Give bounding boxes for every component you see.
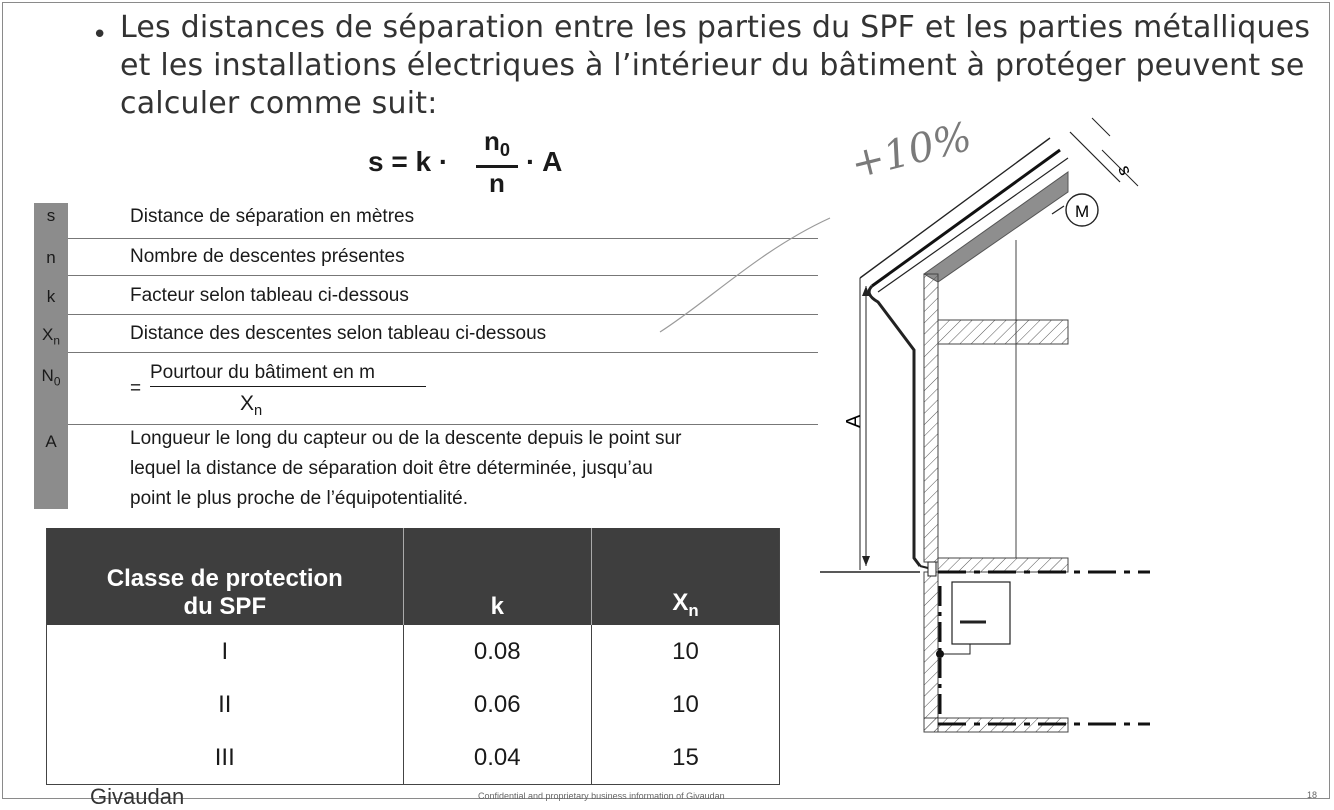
label-s: s	[1114, 162, 1137, 178]
def-symbol-s: s	[46, 206, 56, 225]
cell-k: 0.06	[403, 678, 591, 731]
building-wall	[924, 274, 938, 562]
bonding-conductor	[940, 644, 970, 654]
table-row	[47, 678, 780, 731]
bonding-point-icon	[936, 650, 944, 658]
def-symbol-xn: $X_n$	[42, 325, 60, 348]
dimension-a	[843, 286, 870, 566]
formula-numerator: $n_0$	[476, 128, 518, 168]
table-row	[47, 731, 780, 785]
header-xn: $X_n$	[591, 528, 779, 625]
test-joint	[928, 562, 936, 576]
footer-confidential: Confidential and proprietary business information of Givaudan	[478, 791, 725, 801]
def-symbol-n: n	[46, 248, 56, 267]
def-symbol-a: A	[45, 432, 57, 451]
protection-class-table	[46, 528, 780, 785]
formula-denominator: n	[489, 168, 505, 199]
def-fraction-numerator: Pourtour du bâtiment en m	[150, 362, 426, 387]
def-text-a-line1: Longueur le long du capteur ou de la descente depuis le point sur	[130, 428, 682, 449]
header-class	[47, 528, 404, 625]
header-class-line2: du SPF	[183, 593, 267, 620]
floor-slab-upper	[938, 320, 1068, 344]
roof-structure	[924, 172, 1068, 282]
electrical-panel	[952, 582, 1010, 644]
roof-inner	[878, 158, 1068, 292]
def-equals: =	[130, 378, 142, 399]
header-class-line1: Classe de protection	[106, 565, 343, 592]
pencil-stroke	[650, 210, 840, 340]
formula-lhs: s = k ·	[368, 146, 449, 177]
def-text-s: Distance de séparation en mètres	[130, 206, 415, 227]
bullet-marker: •	[92, 20, 108, 50]
def-fraction-denominator: $X_n$	[240, 392, 263, 420]
handwritten-annotation: +10%	[846, 113, 977, 189]
basement-wall	[924, 572, 938, 732]
formula-fraction	[476, 128, 518, 198]
motor-connector	[1052, 206, 1064, 214]
header-k: k	[403, 528, 591, 625]
footer-page-number: 18	[1307, 790, 1318, 800]
def-symbol-n0: $N_0$	[41, 366, 61, 389]
formula-rhs: · A	[526, 146, 563, 177]
bullet-line-3: calculer comme suit:	[120, 86, 438, 121]
cell-class: III	[47, 731, 404, 785]
label-a: A	[843, 414, 865, 428]
footer-brand: Givaudan	[90, 784, 185, 809]
cell-class: I	[47, 625, 404, 678]
def-text-a-line3: point le plus proche de l’équipotentialité.	[130, 488, 469, 509]
air-termination-conductor	[872, 150, 1060, 286]
table-header-row	[47, 528, 780, 625]
bullet-line-1: Les distances de séparation entre les parties du SPF et les parties métalliques	[120, 10, 1311, 45]
floor-slab-ground	[938, 558, 1068, 572]
connection-clamp	[920, 566, 928, 568]
def-divider	[68, 352, 818, 353]
cell-xn: 10	[672, 637, 699, 665]
def-text-a-line2: lequel la distance de séparation doit être déterminée, jusqu’au	[130, 458, 653, 479]
cell-k: 0.08	[403, 625, 591, 678]
def-text-xn: Distance des descentes selon tableau ci-dessous	[130, 323, 547, 344]
def-symbol-k: k	[46, 287, 56, 306]
building-section-diagram	[820, 110, 1160, 750]
dimension-s	[1070, 118, 1138, 186]
table-row	[47, 625, 780, 678]
def-text-n: Nombre de descentes présentes	[130, 246, 405, 267]
cell-xn: 15	[672, 743, 699, 771]
cell-k: 0.04	[403, 731, 591, 785]
def-text-k: Facteur selon tableau ci-dessous	[130, 285, 409, 306]
label-m: M	[1075, 202, 1090, 221]
bullet-line-2: et les installations électriques à l’intérieur du bâtiment à protéger peuvent se	[120, 48, 1305, 83]
cell-class: II	[47, 678, 404, 731]
def-divider	[68, 424, 818, 425]
down-conductor	[869, 286, 920, 566]
cell-xn: 10	[672, 690, 699, 718]
